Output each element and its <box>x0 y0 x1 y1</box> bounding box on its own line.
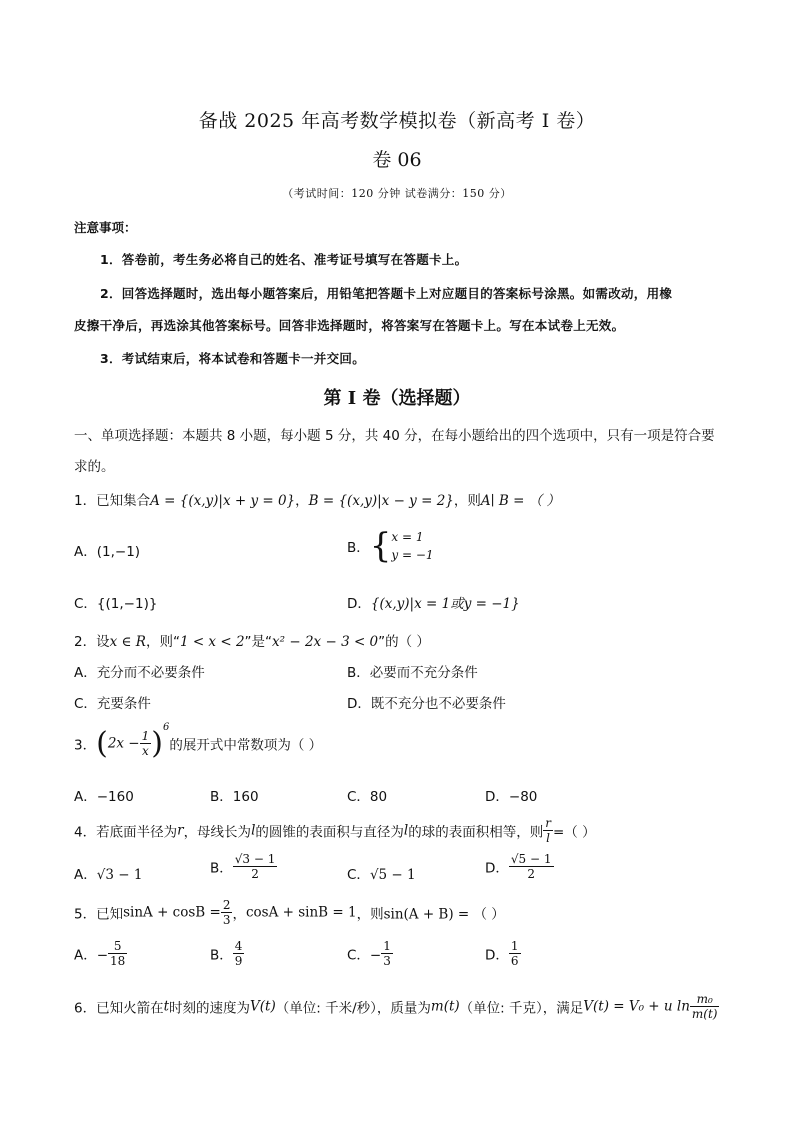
q4-frac-num: r <box>545 816 551 830</box>
q1-option-b-system <box>391 528 433 564</box>
q5-option-b-den: 9 <box>234 954 243 968</box>
q1-set-b: B = {(x,y)|x − y = 2} <box>308 493 454 509</box>
q3-option-a: A．−160 <box>74 789 134 805</box>
q3-frac-num: 1 <box>141 729 150 743</box>
q4-option-d-fraction <box>509 852 554 881</box>
notes-heading: 注意事项： <box>74 220 137 235</box>
q4-option-b-label: B． <box>210 860 233 877</box>
q1-option-b-line-1: x = 1 <box>391 530 424 544</box>
q5-option-a-fraction <box>108 939 127 968</box>
q1-set-a: A = {(x,y)|x + y = 0} <box>150 493 296 509</box>
q5-eq-1-num: 2 <box>222 898 231 912</box>
q5-option-b <box>210 939 244 968</box>
q5-eq-2: cosA + sinB = 1 <box>245 904 357 921</box>
q6-stem-pre: 6．已知火箭在 <box>74 1000 164 1017</box>
q4-option-d <box>485 852 554 881</box>
q6-frac-den: m(t) <box>691 1007 718 1021</box>
q2-stem-pre: 2．设 <box>74 634 110 650</box>
q4-option-b-den: 2 <box>251 867 259 881</box>
q2-option-b: B．必要而不充分条件 <box>347 665 478 681</box>
q5-option-a-num: 5 <box>108 939 127 954</box>
q5-option-b-num: 4 <box>234 939 243 953</box>
exam-info: （考试时间：120 分钟 试卷满分：150 分） <box>282 187 512 200</box>
q5-option-d-num: 1 <box>510 939 519 953</box>
question-2-stem <box>74 630 430 650</box>
note-2-line-2: 皮擦干净后，再选涂其他答案标号。回答非选择题时，将答案写在答题卡上。写在本试卷上无效。 <box>74 318 625 333</box>
q6-stem-mid: 时刻的速度为 <box>169 1000 251 1017</box>
q2-option-d: D．既不充分也不必要条件 <box>347 696 506 712</box>
question-4-stem <box>74 816 596 845</box>
q4-option-d-den: 2 <box>527 867 536 881</box>
note-1: 1．答卷前，考生务必将自己的姓名、准考证号填写在答题卡上。 <box>100 252 468 267</box>
q2-option-a: A．充分而不必要条件 <box>74 665 205 681</box>
q5-option-c <box>347 939 393 968</box>
paper-title: 备战 2025 年高考数学模拟卷（新高考 I 卷） <box>198 110 596 132</box>
q5-option-d <box>485 939 521 968</box>
q1-option-d-math: {(x,y)|x = 1或y = −1} <box>370 596 520 612</box>
q1-option-b-label: B． <box>347 540 370 556</box>
q4-stem-mid-2: 的圆锥的表面积与直径为 <box>255 824 404 841</box>
q1-option-b-line-2: y = −1 <box>391 548 434 562</box>
q6-frac-num: m₀ <box>690 992 720 1007</box>
q4-option-b-fraction <box>233 852 278 881</box>
q5-option-a-label: A．− <box>74 947 109 964</box>
q5-option-c-num: 1 <box>383 939 391 953</box>
q2-cond-1: x ∈ R <box>109 634 146 650</box>
q3-option-c: C．80 <box>347 789 388 805</box>
q1-option-a: A．(1,−1) <box>74 544 141 560</box>
q2-option-c: C．充要条件 <box>74 696 151 712</box>
q3-paren-open: ( <box>96 726 108 761</box>
q3-frac-den: x <box>142 744 149 758</box>
q1-sep: ， <box>295 493 309 509</box>
q6-mass: m(t) <box>430 998 460 1015</box>
q4-l: l <box>251 822 256 839</box>
q5-eq-1-den: 3 <box>222 913 231 927</box>
q4-option-b-num: √3 − 1 <box>234 852 276 866</box>
q1-option-d <box>347 592 520 612</box>
q5-ask: sin(A + B) = （ ） <box>383 906 505 923</box>
section-intro-line-1: 一、单项选择题：本题共 8 小题，每小题 5 分，共 40 分，在每小题给出的四个选项中，只有一项是符合要 <box>74 428 715 444</box>
q5-sep: ， <box>232 906 246 923</box>
note-3: 3．考试结束后，将本试卷和答题卡一并交回。 <box>100 351 365 366</box>
q5-option-c-label: C．− <box>347 947 382 964</box>
q5-option-d-fraction <box>509 939 521 968</box>
q4-option-a <box>74 863 142 883</box>
question-5-stem <box>74 898 505 927</box>
q1-stem-post: ，则 <box>453 493 481 509</box>
q4-option-d-label: D． <box>485 860 509 877</box>
q6-unit-2: （单位: 千克），满足 <box>459 1000 584 1017</box>
question-1-stem <box>74 489 560 509</box>
q4-l-2: l <box>403 822 409 839</box>
q4-option-c <box>347 863 416 883</box>
section-title: 第 I 卷（选择题） <box>323 388 471 409</box>
q4-stem-pre: 4．若底面半径为 <box>74 824 178 841</box>
q5-option-a <box>74 939 127 968</box>
q2-cond-2: 1 < x < 2 <box>179 634 245 650</box>
question-6-stem <box>74 992 719 1021</box>
q6-fraction <box>690 992 720 1021</box>
q5-option-d-label: D． <box>485 947 509 964</box>
note-2-line-1: 2．回答选择题时，选出每小题答案后，用铅笔把答题卡上对应题目的答案标号涂黑。如需改动，用橡 <box>100 286 673 301</box>
q5-option-d-den: 6 <box>510 954 519 968</box>
q3-option-b: B．160 <box>210 789 259 805</box>
q4-stem-post: =（ ） <box>552 824 596 841</box>
q4-frac-den: l <box>546 831 551 845</box>
q5-option-a-den: 18 <box>110 954 126 968</box>
q3-fraction <box>140 729 152 758</box>
q4-option-b <box>210 852 277 881</box>
q3-stem-post: 的展开式中常数项为（ ） <box>169 737 323 754</box>
q3-paren-close: ) <box>151 726 163 761</box>
q2-cond-3: x² − 2x − 3 < 0 <box>272 634 379 650</box>
q5-option-c-den: 3 <box>383 954 391 968</box>
q4-option-d-num: √5 − 1 <box>510 852 552 866</box>
q6-velocity: V(t) <box>250 998 276 1015</box>
q4-option-a-label: A． <box>74 867 97 883</box>
q5-eq-1-fraction <box>221 898 233 927</box>
q4-r: r <box>177 822 184 839</box>
q4-option-a-math: √3 − 1 <box>96 867 143 883</box>
q4-fraction <box>543 816 553 845</box>
q1-option-b-brace: { <box>369 526 392 566</box>
section-intro-line-2: 求的。 <box>74 459 115 475</box>
q5-eq-1: sinA + cosB = <box>123 904 221 921</box>
q6-unit-1: （单位: 千米/秒），质量为 <box>275 1000 431 1017</box>
q1-ask: A∣ B = （ ） <box>480 493 560 509</box>
q1-stem-pre: 1．已知集合 <box>74 493 151 509</box>
q2-stem-mid-2: ”是“ <box>244 634 273 650</box>
q5-stem-mid: ，则 <box>356 906 384 923</box>
q4-stem-mid: ，母线长为 <box>183 824 252 841</box>
q1-option-c: C．{(1,−1)} <box>74 596 158 612</box>
q2-stem-post: ”的（ ） <box>378 634 430 650</box>
q4-option-c-math: √5 − 1 <box>369 867 416 883</box>
question-3-stem <box>74 722 323 761</box>
paper-subtitle: 卷 06 <box>372 149 422 171</box>
q3-option-d: D．−80 <box>485 789 538 805</box>
q1-option-b <box>347 528 434 564</box>
q3-power: 6 <box>162 722 170 733</box>
q2-stem-mid: ，则“ <box>145 634 180 650</box>
q5-stem-pre: 5．已知 <box>74 906 124 923</box>
q5-option-b-fraction <box>233 939 245 968</box>
q3-expr: 2x − <box>107 735 140 752</box>
q3-number: 3． <box>74 737 97 754</box>
q4-option-c-label: C． <box>347 867 370 883</box>
q6-t: t <box>163 998 170 1015</box>
q5-option-b-label: B． <box>210 947 233 964</box>
q1-option-d-label: D． <box>347 596 371 612</box>
q6-formula: V(t) = V₀ + u ln <box>583 998 690 1015</box>
q4-stem-mid-3: 的球的表面积相等，则 <box>408 824 544 841</box>
q5-option-c-fraction <box>381 939 393 968</box>
